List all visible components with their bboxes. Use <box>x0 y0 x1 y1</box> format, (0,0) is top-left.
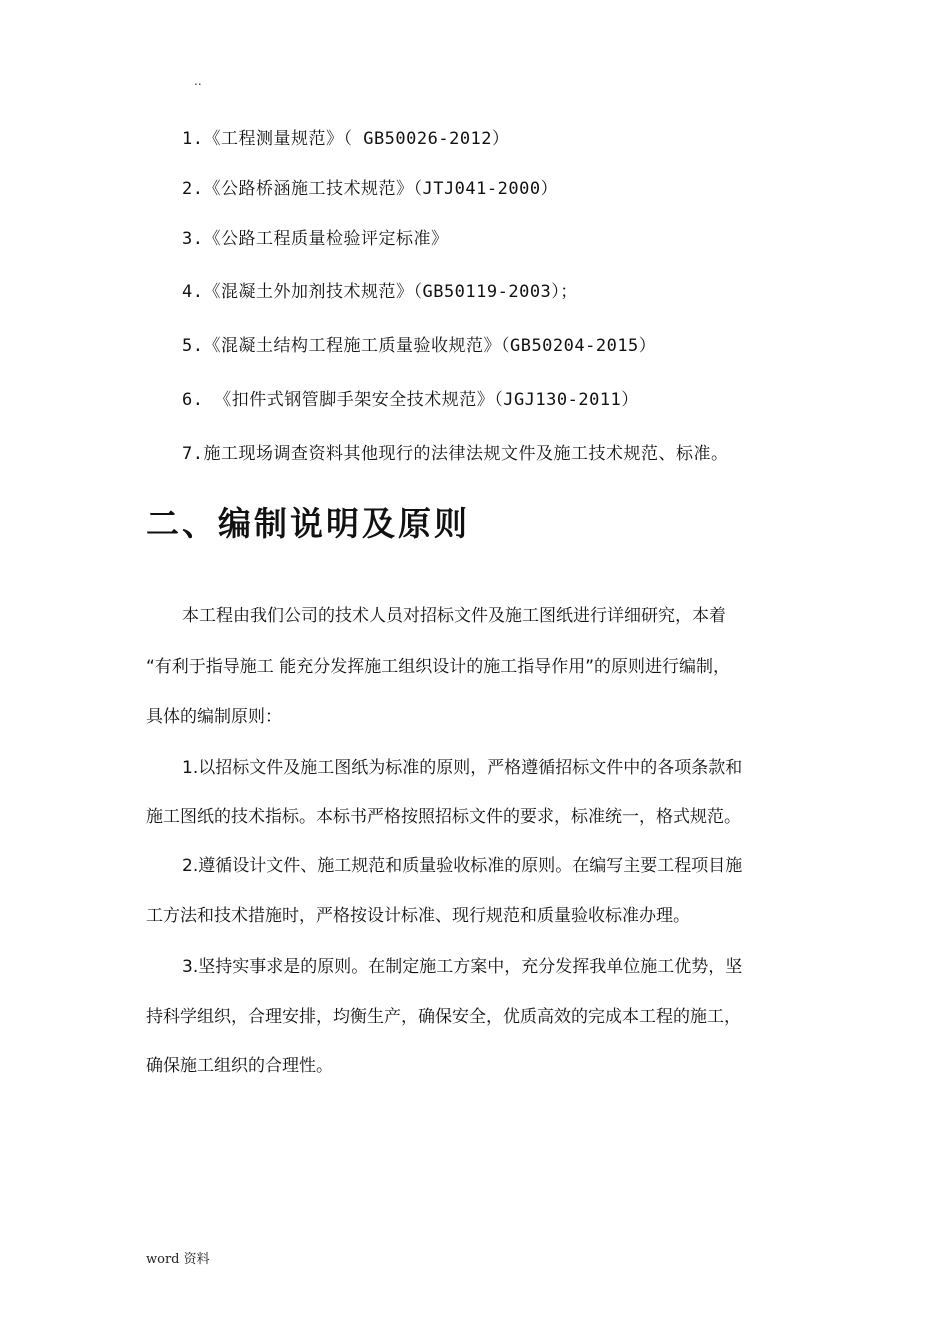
header-mark: .. <box>194 74 202 88</box>
reference-item: 6. 《扣件式钢管脚手架安全技术规范》（JGJ130-2011） <box>182 390 639 410</box>
paragraph-line: 确保施工组织的合理性。 <box>146 1056 333 1076</box>
page-footer: word 资料 <box>146 1252 210 1267</box>
reference-item: 7.施工现场调查资料其他现行的法律法规文件及施工技术规范、标准。 <box>182 444 729 464</box>
paragraph-line: 工方法和技术措施时，严格按设计标准、现行规范和质量验收标准办理。 <box>146 906 690 926</box>
paragraph-line: 具体的编制原则： <box>146 707 282 727</box>
paragraph-line: 3.坚持实事求是的原则。在制定施工方案中，充分发挥我单位施工优势，坚 <box>182 957 743 977</box>
section-title: 二、编制说明及原则 <box>146 504 470 543</box>
paragraph-line: “有利于指导施工 能充分发挥施工组织设计的施工指导作用”的原则进行编制， <box>146 657 731 677</box>
reference-item: 3.《公路工程质量检验评定标准》 <box>182 229 449 249</box>
reference-item: 1.《工程测量规范》（ GB50026-2012） <box>182 129 510 149</box>
reference-item: 4.《混凝土外加剂技术规范》（GB50119-2003）； <box>182 282 578 302</box>
paragraph-line: 施工图纸的技术指标。本标书严格按照招标文件的要求，标准统一，格式规范。 <box>146 807 741 827</box>
reference-item: 5.《混凝土结构工程施工质量验收规范》（GB50204-2015） <box>182 336 657 356</box>
paragraph-line: 2.遵循设计文件、施工规范和质量验收标准的原则。在编写主要工程项目施 <box>182 856 743 876</box>
paragraph-line: 本工程由我们公司的技术人员对招标文件及施工图纸进行详细研究，本着 <box>182 606 726 626</box>
paragraph-line: 1.以招标文件及施工图纸为标准的原则，严格遵循招标文件中的各项条款和 <box>182 758 743 778</box>
paragraph-line: 持科学组织，合理安排，均衡生产，确保安全，优质高效的完成本工程的施工， <box>146 1007 741 1027</box>
reference-item: 2.《公路桥涵施工技术规范》（JTJ041-2000） <box>182 179 559 199</box>
